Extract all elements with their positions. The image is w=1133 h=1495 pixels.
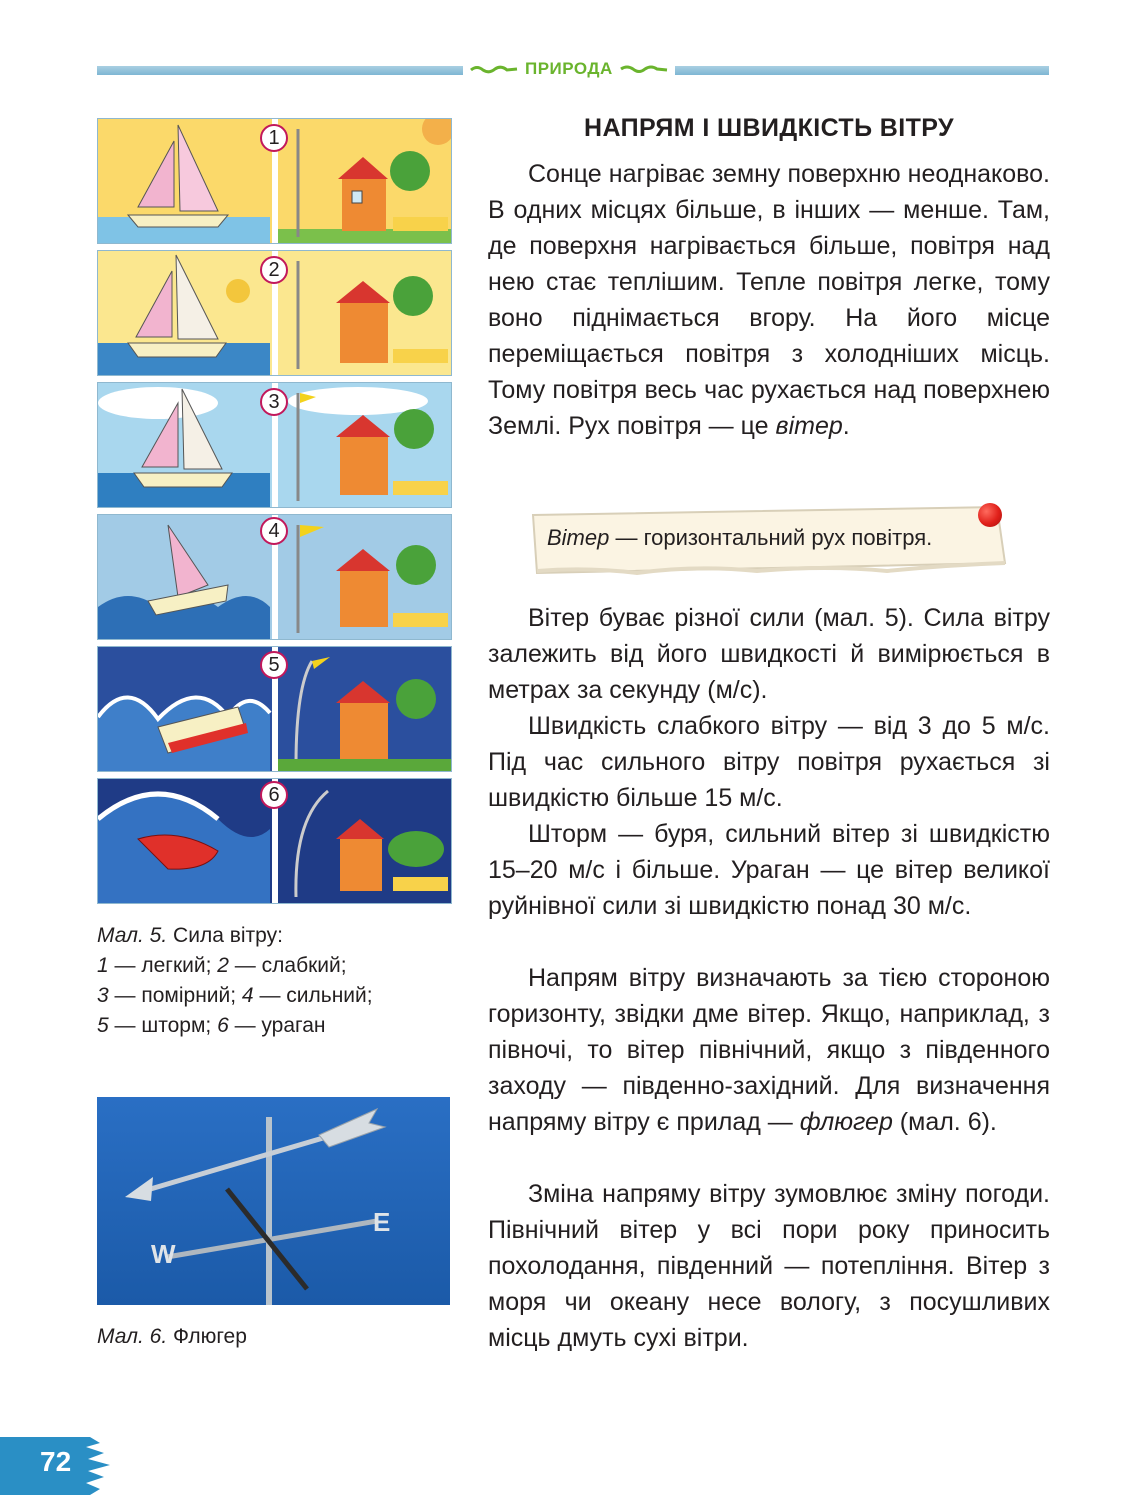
paragraph-text: (мал. 6). bbox=[892, 1108, 997, 1136]
caption-number: 6 bbox=[217, 1014, 229, 1037]
figure-5-caption bbox=[97, 921, 373, 1041]
caption-text: — помірний; bbox=[108, 984, 242, 1007]
caption-title: Сила вітру: bbox=[173, 924, 283, 947]
section-header bbox=[463, 56, 675, 82]
term-emphasis: вітер bbox=[775, 412, 843, 440]
vane-west-letter: W bbox=[151, 1239, 176, 1269]
paragraph-text: Сонце нагріває земну поверхню неоднаково. В одних місцях більше, в інших — менше. Там, де поверхня нагрівається більше, повітря над нею стає теплішим. Тепле повітря легке, тому воно піднімається вгору. На його місце переміщається повітря з холодніших місць. Тому повітря весь час рухається над поверхнею Землі. Рух повітря — це bbox=[488, 160, 1050, 440]
figure-6-caption bbox=[97, 1322, 247, 1352]
wind-panel-6 bbox=[97, 778, 452, 904]
decorative-leaf-icon bbox=[469, 64, 519, 74]
caption-text: — сильний; bbox=[253, 984, 373, 1007]
paragraph-6: Зміна напряму вітру зумовлює зміну погоди. Північний вітер у всі пори року приносить похолодання, південний — потепління. Вітер з моря чи океану несе вологу, з посушливих місць дмуть сухі вітри. bbox=[488, 1180, 1050, 1352]
caption-prefix: Мал. 5. bbox=[97, 924, 168, 947]
paragraph-4: Шторм — буря, сильний вітер зі швидкістю 15–20 м/с і більше. Ураган — це вітер великої руйнівної сили зі швидкістю понад 30 м/с. bbox=[488, 820, 1050, 920]
panel-number-badge: 1 bbox=[260, 124, 288, 152]
caption-text: — шторм; bbox=[108, 1014, 218, 1037]
paragraph-3: Швидкість слабкого вітру — від 3 до 5 м/с. Під час сильного вітру повітря рухається зі швидкістю більше 15 м/с. bbox=[488, 712, 1050, 812]
weather-vane-photo bbox=[97, 1097, 450, 1305]
page-number: 72 bbox=[40, 1446, 72, 1477]
wind-panel-1 bbox=[97, 118, 452, 244]
caption-number: 5 bbox=[97, 1014, 109, 1037]
decorative-leaf-icon bbox=[619, 64, 669, 74]
paragraph-1 bbox=[488, 156, 1050, 444]
wind-panel-2 bbox=[97, 250, 452, 376]
panel-number-badge: 3 bbox=[260, 388, 288, 416]
vane-east-letter: E bbox=[373, 1207, 391, 1237]
caption-number: 3 bbox=[97, 984, 109, 1007]
panel-number-badge: 2 bbox=[260, 256, 288, 284]
paragraph-text: Напрям вітру визначають за тією стороною горизонту, звідки дме вітер. Якщо, наприклад, з півночі, то вітер північний, якщо з південного заходу — південно-західний. Для визначення напряму вітру є прилад — bbox=[488, 964, 1050, 1136]
definition-box bbox=[527, 503, 1012, 575]
caption-text: — слабкий; bbox=[228, 954, 347, 977]
definition-term: Вітер bbox=[547, 525, 610, 550]
definition-body: — горизонтальний рух повітря. bbox=[609, 525, 933, 550]
weather-vane-illustration bbox=[97, 1097, 450, 1305]
caption-line bbox=[97, 981, 373, 1011]
caption-number: 2 bbox=[217, 954, 229, 977]
panel-number-badge: 5 bbox=[260, 651, 288, 679]
term-emphasis: флюгер bbox=[799, 1108, 893, 1136]
wind-panel-4 bbox=[97, 514, 452, 640]
caption-number: 4 bbox=[241, 984, 254, 1007]
caption-text: — ураган bbox=[228, 1014, 326, 1037]
caption-line bbox=[97, 951, 373, 981]
caption-prefix: Мал. 6. bbox=[97, 1325, 168, 1348]
panel-number-badge: 6 bbox=[260, 781, 288, 809]
wind-panel-5 bbox=[97, 646, 452, 772]
definition-text bbox=[547, 525, 932, 551]
caption-line bbox=[97, 1011, 373, 1041]
paragraph-text: . bbox=[842, 412, 850, 440]
paragraph-5 bbox=[488, 960, 1050, 1140]
section-label: ПРИРОДА bbox=[525, 59, 613, 78]
wind-panel-3 bbox=[97, 382, 452, 508]
red-pin-icon bbox=[978, 503, 1002, 527]
article-title: НАПРЯМ І ШВИДКІСТЬ ВІТРУ bbox=[584, 114, 954, 142]
caption-title-line bbox=[97, 921, 373, 951]
paragraph-2: Вітер буває різної сили (мал. 5). Сила вітру залежить від його швидкості й вимірюється в метрах за секунду (м/с). bbox=[488, 604, 1050, 704]
panel-number-badge: 4 bbox=[260, 517, 288, 545]
caption-title: Флюгер bbox=[173, 1325, 247, 1348]
caption-text: — легкий; bbox=[108, 954, 218, 977]
caption-number: 1 bbox=[97, 954, 109, 977]
